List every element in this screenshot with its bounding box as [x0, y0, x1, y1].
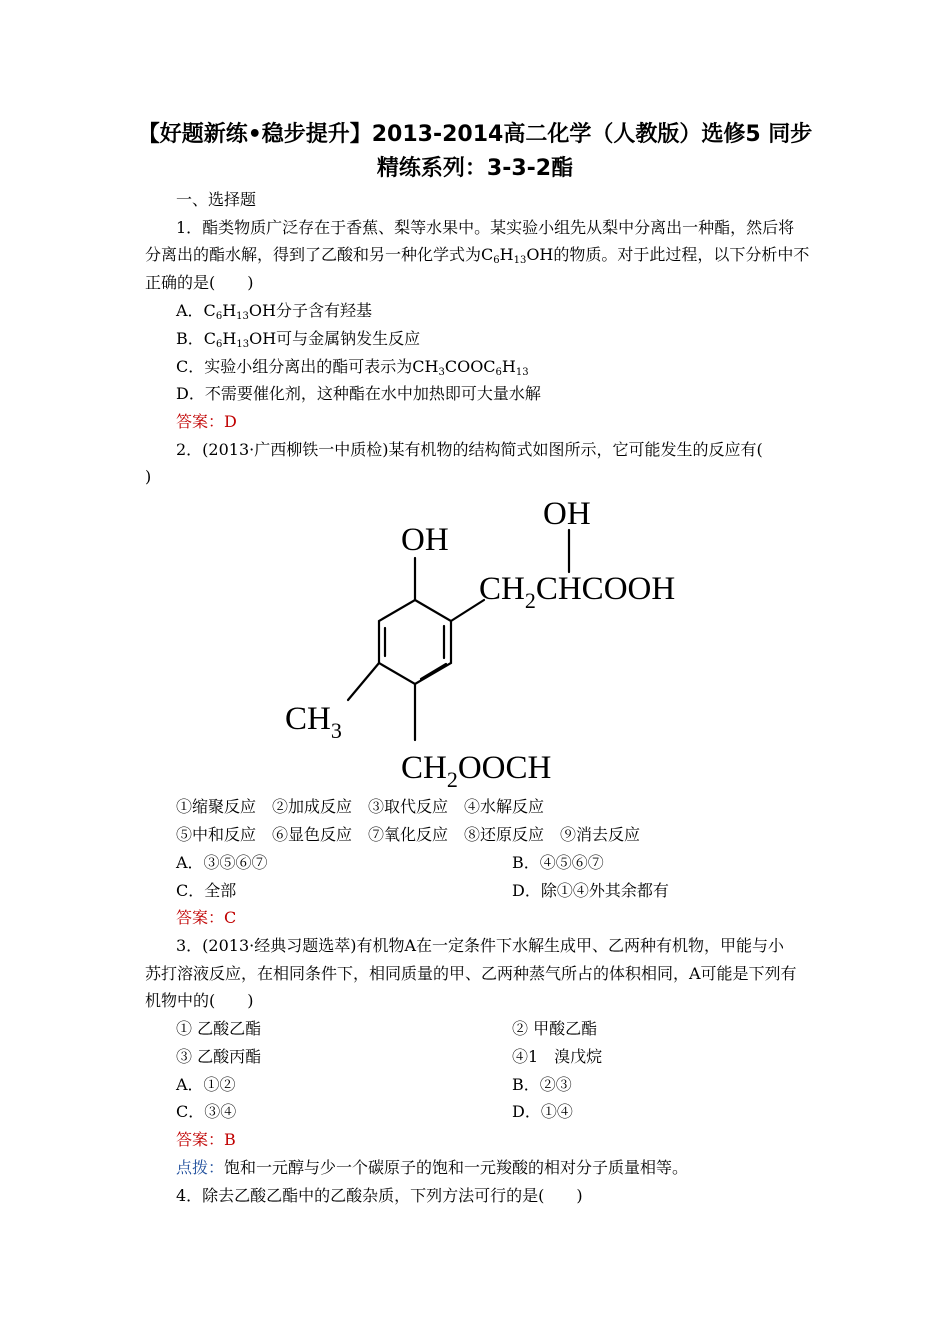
q1-option-b: B．$C_6H_{13}OH$可与金属钠发生反应	[176, 329, 421, 350]
q3-option-a: A．①②	[176, 1075, 236, 1094]
q3-answer: 答案：B	[176, 1130, 236, 1149]
q4-stem-line-1: 4．除去乙酸乙酯中的乙酸杂质，下列方法可行的是( )	[176, 1186, 583, 1205]
q3-hint-label: 点拨：	[176, 1158, 225, 1177]
q1-answer: 答案：D	[176, 412, 237, 431]
q3-option-d: D．①④	[512, 1102, 573, 1121]
q1-stem-line-2: 分离出的酯水解，得到了乙酸和另一种化学式为$C_6H_{13}OH$的物质。对于此过程，以下分析中不	[145, 245, 810, 266]
q1-option-a: A．$C_6H_{13}OH$分子含有羟基	[176, 301, 372, 322]
q3-option-c: C．③④	[176, 1102, 237, 1121]
q1-stem-line-3: 正确的是( )	[145, 273, 254, 292]
document-title-line-2: 精练系列：3-3-2酯	[376, 156, 574, 181]
q3-compound-3: ③ 乙酸丙酯	[176, 1047, 262, 1066]
q3-compound-2: ② 甲酸乙酯	[512, 1019, 598, 1038]
label-ch3: $CH_3$	[285, 701, 342, 743]
q2-stem-line-2: )	[145, 467, 152, 486]
q1-stem-line-1: 1．酯类物质广泛存在于香蕉、梨等水果中。某实验小组先从梨中分离出一种酯，然后将	[176, 218, 795, 237]
q3-compound-4: ④1 溴戊烷	[512, 1047, 603, 1066]
q2-stem-line-1: 2．(2013·广西柳铁一中质检)某有机物的结构简式如图所示，它可能发生的反应有(	[176, 440, 763, 459]
q3-hint	[176, 1157, 688, 1179]
q2-reactions-line-2: ⑤中和反应 ⑥显色反应 ⑦氧化反应 ⑧还原反应 ⑨消去反应	[176, 825, 641, 844]
bond-ch3	[348, 663, 379, 700]
q3-compound-1: ① 乙酸乙酯	[176, 1019, 262, 1038]
q2-option-c: C．全部	[176, 881, 237, 900]
document-title-line-1: 【好题新练•稳步提升】2013-2014高二化学（人教版）选修5 同步	[137, 122, 813, 147]
q1-option-d: D．不需要催化剂，这种酯在水中加热即可大量水解	[176, 384, 541, 403]
q2-option-a: A．③⑤⑥⑦	[176, 853, 268, 872]
q3-stem-line-2: 苏打溶液反应，在相同条件下，相同质量的甲、乙两种蒸气所占的体积相同，A可能是下列有	[145, 964, 797, 983]
label-oh-top: OH	[543, 496, 591, 532]
label-chain: $CH_2CHCOOH$	[479, 571, 676, 613]
q2-option-b: B．④⑤⑥⑦	[512, 853, 604, 872]
q3-hint-text: 饱和一元醇与少一个碳原子的饱和一元羧酸的相对分子质量相等。	[224, 1158, 689, 1177]
label-oh-ring: OH	[401, 522, 449, 558]
label-ch2ooch: $CH_2OOCH$	[401, 750, 552, 790]
section-heading: 一、选择题	[176, 190, 257, 209]
q2-reactions-line-1: ①缩聚反应 ②加成反应 ③取代反应 ④水解反应	[176, 797, 545, 816]
q3-stem-line-3: 机物中的( )	[145, 991, 254, 1010]
q3-option-b: B．②③	[512, 1075, 572, 1094]
q1-option-c: C．实验小组分离出的酯可表示为$CH_3COOC_6H_{13}$	[176, 357, 529, 378]
q2-answer: 答案：C	[176, 908, 237, 927]
benzene-ring	[379, 600, 451, 684]
q2-option-d: D．除①④外其余都有	[512, 881, 669, 900]
structural-formula	[270, 488, 710, 790]
q3-stem-line-1: 3．(2013·经典习题选萃)有机物A在一定条件下水解生成甲、乙两种有机物，甲能与小	[176, 936, 785, 955]
